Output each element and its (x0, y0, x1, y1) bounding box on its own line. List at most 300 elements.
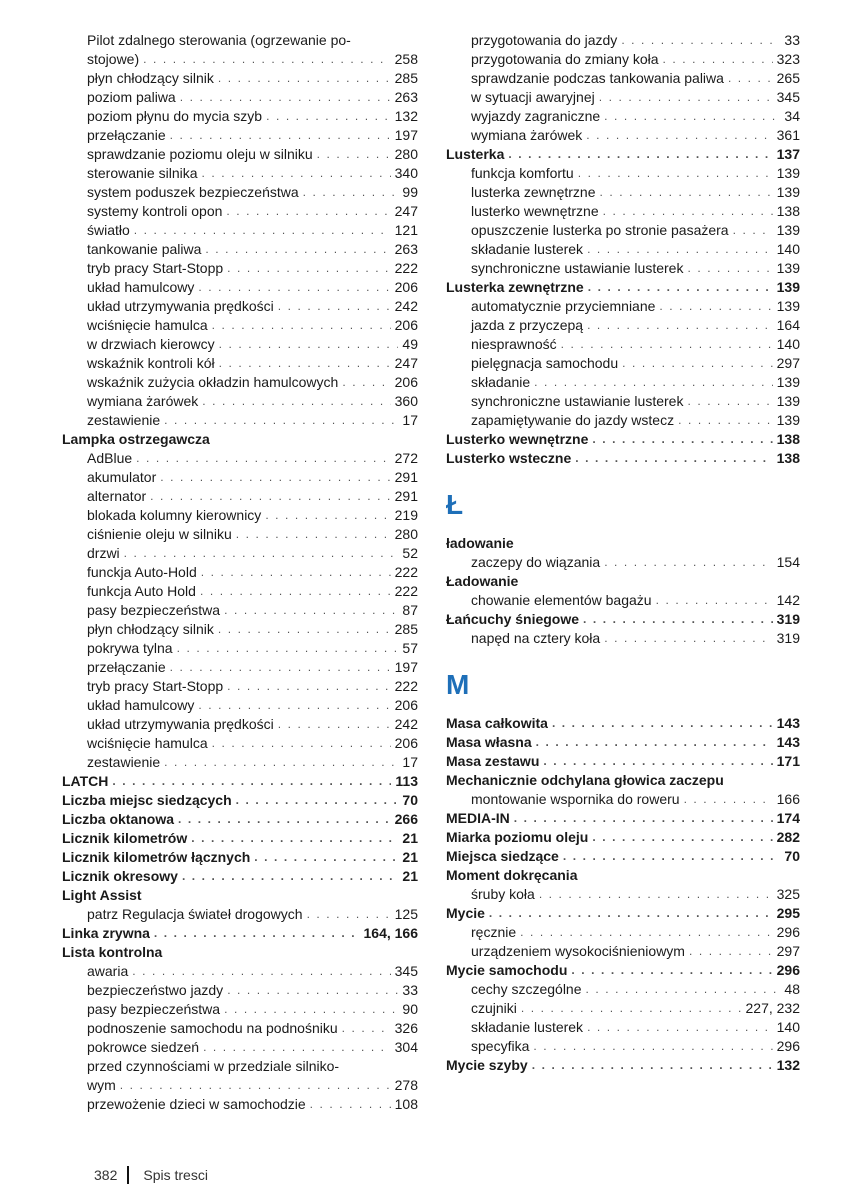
entry-page-number: 272 (394, 450, 418, 466)
entry-page-number: 340 (394, 165, 418, 181)
entry-page-number: 297 (776, 355, 800, 371)
entry-page-number: 139 (776, 222, 800, 238)
index-sub-entry (62, 753, 418, 772)
dot-leader (178, 810, 391, 829)
dot-leader (132, 962, 390, 981)
dot-leader (532, 1056, 773, 1075)
entry-term: Lusterka (446, 146, 505, 162)
dot-leader (586, 980, 781, 999)
index-sub-entry (62, 639, 418, 658)
index-sub-entry (62, 544, 418, 563)
dot-leader (604, 107, 780, 126)
dot-leader (164, 411, 398, 430)
dot-leader (342, 1019, 391, 1038)
entry-page-number: 90 (402, 1001, 418, 1017)
entry-term: Lusterko wsteczne (446, 450, 572, 466)
entry-page-number: 291 (394, 488, 418, 504)
dot-leader (170, 658, 391, 677)
index-sub-entry (62, 601, 418, 620)
entry-page-number: 227, 232 (745, 1000, 800, 1016)
entry-page-number: 132 (776, 1057, 800, 1073)
index-sub-entry (62, 297, 418, 316)
dot-leader (278, 715, 391, 734)
dot-leader (198, 696, 390, 715)
entry-page-number: 206 (394, 317, 418, 333)
index-sub-entry (62, 373, 418, 392)
dot-leader (687, 392, 772, 411)
dot-leader (219, 354, 391, 373)
index-sub-entry (446, 999, 800, 1018)
index-main-entry (446, 809, 800, 828)
index-sub-entry (62, 563, 418, 582)
index-sub-entry (62, 1019, 418, 1038)
entry-page-number: 296 (776, 1038, 800, 1054)
entry-term: przygotowania do jazdy (471, 32, 618, 48)
index-sub-entry (62, 525, 418, 544)
dot-leader (203, 1038, 391, 1057)
entry-term: układ hamulcowy (87, 279, 195, 295)
dot-leader (592, 430, 772, 449)
dot-leader (180, 88, 391, 107)
index-column-left (62, 31, 418, 1114)
index-main-entry (446, 733, 800, 752)
index-main-entry (446, 714, 800, 733)
index-sub-entry (62, 88, 418, 107)
entry-page-number: 304 (394, 1039, 418, 1055)
index-sub-entry (62, 1000, 418, 1019)
entry-page-number: 319 (776, 630, 800, 646)
entry-page-number: 325 (776, 886, 800, 902)
entry-page-number: 52 (402, 545, 418, 561)
entry-term: układ utrzymywania prędkości (87, 298, 274, 314)
entry-term: Masa zestawu (446, 753, 540, 769)
index-sub-entry (446, 411, 800, 430)
entry-page-number: 17 (402, 412, 418, 428)
footer-divider (127, 1166, 129, 1184)
entry-page-number: 21 (402, 868, 418, 884)
entry-page-number: 33 (402, 982, 418, 998)
dot-leader (587, 1018, 773, 1037)
dot-leader (521, 999, 742, 1018)
dot-leader (136, 449, 390, 468)
index-sub-entry (62, 278, 418, 297)
dot-leader (508, 145, 772, 164)
entry-term: Lampka ostrzegawcza (62, 431, 210, 447)
page-number: 382 (94, 1167, 118, 1183)
dot-leader (604, 629, 772, 648)
dot-leader (224, 601, 398, 620)
index-sub-entry (446, 392, 800, 411)
entry-term: Liczba oktanowa (62, 811, 175, 827)
dot-leader (112, 772, 391, 791)
entry-page-number: 206 (394, 735, 418, 751)
entry-term: Mechanicznie odchylana głowica zaczepu (446, 772, 724, 788)
entry-term: funckja Auto-Hold (87, 564, 197, 580)
index-main-entry (446, 145, 800, 164)
index-sub-entry (62, 620, 418, 639)
index-sub-entry (446, 942, 800, 961)
index-sub-entry (62, 240, 418, 259)
dot-leader (227, 259, 390, 278)
entry-page-number: 139 (776, 279, 800, 295)
index-main-entry (62, 943, 418, 962)
entry-term: wciśnięcie hamulca (87, 735, 208, 751)
entry-page-number: 33 (784, 32, 800, 48)
entry-term: przełączanie (87, 659, 166, 675)
entry-page-number: 282 (776, 829, 800, 845)
entry-term: Linka zrywna (62, 925, 150, 941)
index-main-entry (62, 886, 418, 905)
entry-page-number: 280 (394, 526, 418, 542)
entry-term: układ utrzymywania prędkości (87, 716, 274, 732)
dot-leader (143, 50, 391, 69)
entry-term: przed czynnościami w przedziale silniko- (87, 1058, 340, 1074)
index-sub-entry (446, 553, 800, 572)
index-main-entry (446, 866, 800, 885)
index-sub-entry (62, 50, 418, 69)
index-sub-entry (446, 335, 800, 354)
entry-term: urządzeniem wysokociśnieniowym (471, 943, 685, 959)
entry-term: stojowe) (87, 51, 140, 67)
index-sub-entry (62, 658, 418, 677)
entry-page-number: 139 (776, 260, 800, 276)
index-main-entry (62, 924, 418, 943)
index-sub-entry (62, 354, 418, 373)
entry-page-number: 143 (776, 715, 800, 731)
entry-term: Mycie szyby (446, 1057, 528, 1073)
dot-leader (603, 202, 773, 221)
index-sub-entry (62, 1038, 418, 1057)
index-sub-entry (446, 221, 800, 240)
dot-leader (154, 924, 360, 943)
index-main-entry (62, 829, 418, 848)
entry-term: tryb pracy Start-Stopp (87, 678, 224, 694)
index-main-entry (446, 752, 800, 771)
entry-term: ręcznie (471, 924, 517, 940)
index-sub-entry (62, 677, 418, 696)
entry-term: drzwi (87, 545, 120, 561)
dot-leader (266, 107, 391, 126)
entry-page-number: 140 (776, 1019, 800, 1035)
entry-term: wymiana żarówek (87, 393, 199, 409)
entry-term: zapamiętywanie do jazdy wstecz (471, 412, 675, 428)
index-sub-entry (446, 980, 800, 999)
dot-leader (191, 829, 398, 848)
entry-page-number: 138 (776, 431, 800, 447)
entry-term: składanie (471, 374, 531, 390)
entry-term: zaczepy do wiązania (471, 554, 601, 570)
entry-term: cechy szczególne (471, 981, 582, 997)
entry-term: funkcja Auto Hold (87, 583, 196, 599)
entry-term: niesprawność (471, 336, 557, 352)
index-sub-entry (446, 50, 800, 69)
entry-term: wciśnięcie hamulca (87, 317, 208, 333)
entry-page-number: 139 (776, 184, 800, 200)
entry-term: Liczba miejsc siedzących (62, 792, 232, 808)
entry-term: śruby koła (471, 886, 535, 902)
entry-page-number: 21 (402, 830, 418, 846)
dot-leader (604, 553, 772, 572)
entry-term: Licznik okresowy (62, 868, 178, 884)
entry-term: Miejsca siedzące (446, 848, 559, 864)
dot-leader (200, 582, 391, 601)
entry-term: Lista kontrolna (62, 944, 163, 960)
entry-page-number: 171 (776, 753, 800, 769)
dot-leader (600, 183, 773, 202)
entry-page-number: 70 (784, 848, 800, 864)
index-main-entry (62, 867, 418, 886)
entry-term: wskaźnik zużycia okładzin hamulcowych (87, 374, 339, 390)
entry-page-number: 319 (776, 611, 800, 627)
index-sub-entry (446, 1018, 800, 1037)
index-sub-entry (62, 449, 418, 468)
dot-leader (514, 809, 773, 828)
entry-page-number: 140 (776, 336, 800, 352)
entry-term: Licznik kilometrów (62, 830, 188, 846)
index-sub-entry (446, 107, 800, 126)
dot-leader (205, 240, 390, 259)
index-sub-entry (62, 905, 418, 924)
dot-leader (212, 734, 391, 753)
entry-page-number: 70 (402, 792, 418, 808)
entry-page-number: 139 (776, 165, 800, 181)
dot-leader (218, 620, 391, 639)
entry-page-number: 113 (395, 773, 418, 789)
entry-term: Mycie (446, 905, 485, 921)
entry-page-number: 17 (402, 754, 418, 770)
index-sub-entry (446, 373, 800, 392)
entry-page-number: 242 (394, 716, 418, 732)
dot-leader (236, 791, 399, 810)
index-sub-entry (446, 790, 800, 809)
index-main-entry (62, 791, 418, 810)
index-sub-entry (446, 629, 800, 648)
dot-leader (578, 164, 773, 183)
index-sub-entry (62, 69, 418, 88)
index-sub-entry (62, 487, 418, 506)
section-title: Spis tresci (143, 1167, 208, 1183)
index-sub-entry (62, 468, 418, 487)
index-sub-entry (446, 297, 800, 316)
dot-leader (539, 885, 773, 904)
entry-page-number: 174 (776, 810, 800, 826)
index-sub-entry (446, 591, 800, 610)
index-sub-entry (62, 145, 418, 164)
dot-leader (588, 278, 773, 297)
index-sub-entry (62, 164, 418, 183)
entry-term: poziom paliwa (87, 89, 176, 105)
entry-page-number: 206 (394, 697, 418, 713)
dot-leader (533, 1037, 772, 1056)
entry-term: pokrywa tylna (87, 640, 173, 656)
dot-leader (202, 392, 390, 411)
index-sub-entry (62, 1057, 418, 1076)
dot-leader (599, 88, 773, 107)
dot-leader (218, 69, 391, 88)
index-main-entry (62, 810, 418, 829)
index-sub-entry (62, 259, 418, 278)
entry-term: jazda z przyczepą (471, 317, 584, 333)
entry-page-number: 166 (776, 791, 800, 807)
dot-leader (219, 335, 399, 354)
dot-leader (254, 848, 398, 867)
entry-page-number: 164, 166 (363, 925, 418, 941)
dot-leader (170, 126, 391, 145)
dot-leader (198, 278, 390, 297)
dot-leader (659, 297, 772, 316)
index-sub-entry (62, 392, 418, 411)
entry-term: chowanie elementów bagażu (471, 592, 652, 608)
index-main-entry (446, 1056, 800, 1075)
dot-leader (592, 828, 772, 847)
entry-page-number: 140 (776, 241, 800, 257)
entry-term: sprawdzanie podczas tankowania paliwa (471, 70, 724, 86)
index-main-entry (446, 828, 800, 847)
entry-term: podnoszenie samochodu na podnośniku (87, 1020, 338, 1036)
index-sub-entry (446, 202, 800, 221)
entry-term: tankowanie paliwa (87, 241, 202, 257)
entry-page-number: 291 (394, 469, 418, 485)
index-sub-entry (446, 316, 800, 335)
dot-leader (212, 316, 391, 335)
dot-leader (622, 354, 773, 373)
entry-term: zestawienie (87, 412, 161, 428)
dot-leader (663, 50, 773, 69)
entry-term: pasy bezpieczeństwa (87, 1001, 221, 1017)
entry-page-number: 265 (776, 70, 800, 86)
entry-page-number: 143 (776, 734, 800, 750)
index-column-right (446, 31, 800, 1075)
entry-term: sprawdzanie poziomu oleju w silniku (87, 146, 313, 162)
entry-term: bezpieczeństwo jazdy (87, 982, 224, 998)
entry-page-number: 247 (394, 203, 418, 219)
dot-leader (728, 69, 773, 88)
dot-leader (586, 126, 772, 145)
entry-term: LATCH (62, 773, 109, 789)
entry-term: Light Assist (62, 887, 142, 903)
dot-leader (265, 506, 390, 525)
entry-page-number: 138 (776, 203, 800, 219)
entry-term: opuszczenie lusterka po stronie pasażera (471, 222, 729, 238)
index-main-entry (446, 430, 800, 449)
entry-page-number: 138 (776, 450, 800, 466)
entry-page-number: 34 (784, 108, 800, 124)
index-sub-entry (62, 506, 418, 525)
entry-term: czujniki (471, 1000, 517, 1016)
dot-leader (520, 923, 773, 942)
entry-term: w drzwiach kierowcy (87, 336, 215, 352)
index-main-entry (62, 430, 418, 449)
entry-page-number: 297 (776, 943, 800, 959)
entry-term: blokada kolumny kierownicy (87, 507, 262, 523)
entry-term: składanie lusterek (471, 241, 584, 257)
dot-leader (536, 733, 773, 752)
index-sub-entry (62, 734, 418, 753)
entry-term: wymiana żarówek (471, 127, 583, 143)
entry-page-number: 266 (394, 811, 418, 827)
entry-page-number: 87 (402, 602, 418, 618)
entry-page-number: 345 (776, 89, 800, 105)
entry-page-number: 206 (394, 374, 418, 390)
entry-page-number: 222 (394, 678, 418, 694)
index-sub-entry (446, 923, 800, 942)
entry-term: płyn chłodzący silnik (87, 621, 214, 637)
entry-term: ładowanie (446, 535, 514, 551)
index-main-entry (446, 572, 800, 591)
entry-page-number: 222 (394, 583, 418, 599)
entry-term: ciśnienie oleju w silniku (87, 526, 232, 542)
index-sub-entry (446, 1037, 800, 1056)
dot-leader (543, 752, 772, 771)
entry-page-number: 280 (394, 146, 418, 162)
entry-term: MEDIA-IN (446, 810, 510, 826)
dot-leader (278, 297, 391, 316)
dot-leader (120, 1076, 391, 1095)
entry-page-number: 139 (776, 374, 800, 390)
index-main-entry (446, 847, 800, 866)
entry-term: automatycznie przyciemniane (471, 298, 656, 314)
index-sub-entry (62, 981, 418, 1000)
entry-page-number: 296 (776, 962, 800, 978)
dot-leader (150, 487, 390, 506)
dot-leader (177, 639, 399, 658)
index-sub-entry (446, 69, 800, 88)
index-sub-entry (446, 126, 800, 145)
dot-leader (534, 373, 772, 392)
entry-page-number: 258 (394, 51, 418, 67)
dot-leader (164, 753, 398, 772)
index-main-entry (446, 771, 800, 790)
dot-leader (160, 468, 390, 487)
entry-page-number: 108 (394, 1096, 418, 1112)
dot-leader (310, 1095, 391, 1114)
entry-page-number: 206 (394, 279, 418, 295)
dot-leader (307, 905, 391, 924)
index-sub-entry (62, 31, 418, 50)
entry-page-number: 197 (394, 659, 418, 675)
entry-term: Masa całkowita (446, 715, 548, 731)
dot-leader (575, 449, 772, 468)
dot-leader (303, 183, 399, 202)
index-main-entry (446, 961, 800, 980)
dot-leader (489, 904, 773, 923)
entry-page-number: 296 (776, 924, 800, 940)
entry-term: wskaźnik kontroli kół (87, 355, 215, 371)
entry-term: Lusterko wewnętrzne (446, 431, 589, 447)
entry-term: Łańcuchy śniegowe (446, 611, 580, 627)
entry-term: wyjazdy zagraniczne (471, 108, 601, 124)
dot-leader (227, 677, 390, 696)
entry-term: AdBlue (87, 450, 133, 466)
entry-term: Masa własna (446, 734, 532, 750)
entry-term: specyfika (471, 1038, 530, 1054)
entry-term: wym (87, 1077, 116, 1093)
entry-page-number: 139 (776, 412, 800, 428)
entry-term: tryb pracy Start-Stopp (87, 260, 224, 276)
dot-leader (587, 316, 773, 335)
entry-term: przewożenie dzieci w samochodzie (87, 1096, 306, 1112)
dot-leader (687, 259, 772, 278)
index-sub-entry (62, 221, 418, 240)
index-sub-entry (62, 962, 418, 981)
dot-leader (563, 847, 781, 866)
entry-term: Licznik kilometrów łącznych (62, 849, 251, 865)
index-sub-entry (446, 259, 800, 278)
dot-leader (552, 714, 773, 733)
entry-page-number: 197 (394, 127, 418, 143)
index-sub-entry (62, 316, 418, 335)
entry-page-number: 142 (776, 592, 800, 608)
